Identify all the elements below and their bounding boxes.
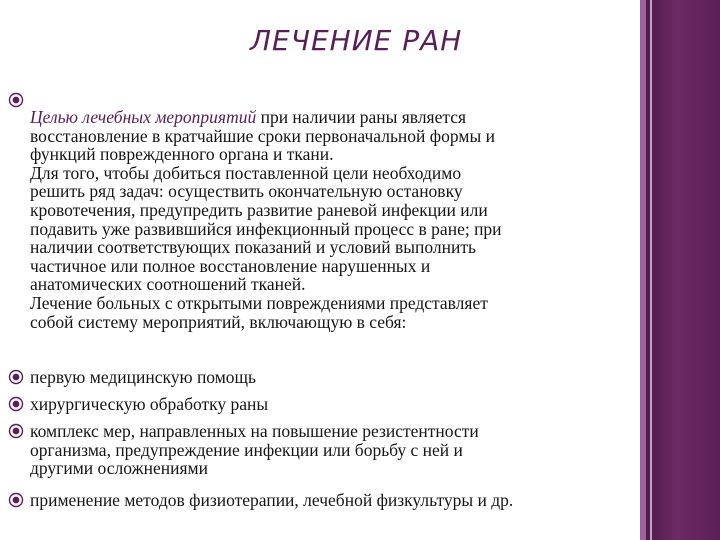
intro-line: решить ряд задач: осуществить окончательную остановку [30, 181, 463, 202]
intro-line: восстановление в кратчайшие сроки первоначальной формы и [30, 125, 495, 146]
intro-line: подавить уже развившийся инфекционный процесс в ране; при [30, 218, 502, 239]
intro-line: анатомических соотношений тканей. [30, 274, 306, 295]
list-item [30, 395, 640, 414]
intro-line: собой систему мероприятий, включающую в себя: [30, 311, 407, 332]
intro-line: функций поврежденного органа и ткани. [30, 144, 334, 165]
list-item-text: хирургическую обработку раны [30, 394, 269, 414]
list-item-text: комплекс мер, направленных на повышение резистентности [30, 421, 479, 441]
intro-line [30, 108, 640, 127]
bullet-icon [8, 423, 24, 439]
list-item [30, 422, 640, 478]
intro-line: частичное или полное восстановление нарушенных и [30, 255, 431, 276]
emphasis-text: Целью лечебных мероприятий [30, 107, 257, 127]
list-item-text: организма, предупреждение инфекции или борьбу с ней и [30, 439, 463, 460]
list-item-text: другими осложнениями [30, 458, 208, 479]
list-item-text: применение методов физиотерапии, лечебной физкультуры и др. [30, 490, 514, 510]
intro-paragraph [30, 108, 640, 331]
list-item [30, 368, 640, 387]
bullet-icon [8, 369, 24, 385]
intro-line: Лечение больных с открытыми повреждениями представляет [30, 292, 488, 313]
intro-line-rest: при наличии раны является [256, 107, 467, 127]
list-item-text: первую медицинскую помощь [30, 367, 257, 387]
bullet-icon [8, 492, 24, 508]
decorative-side-bar [640, 0, 720, 540]
intro-line: наличии соответствующих показаний и условий выполнить [30, 237, 477, 258]
bullet-icon [8, 92, 24, 108]
intro-line: Для того, чтобы добиться поставленной цели необходимо [30, 162, 462, 183]
bullet-icon [8, 396, 24, 412]
slide-title: ЛЕЧЕНИЕ РАН [250, 24, 463, 57]
intro-line: кровотечения, предупредить развитие раневой инфекции или [30, 199, 488, 220]
list-item [30, 491, 640, 510]
